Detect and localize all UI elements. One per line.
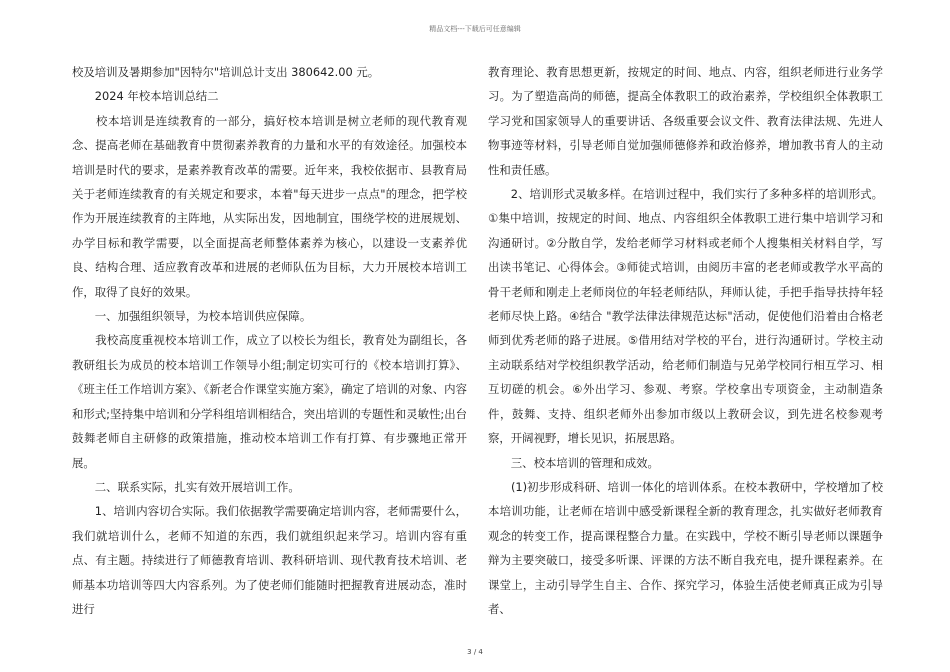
page-number: 3 / 4 [467, 648, 483, 656]
paragraph: 2、培训形式灵敏多样。在培训过程中，我们实行了多种多样的培训形式。①集中培训，按规定的时间、地点、内容组织全体教职工进行集中培训学习和沟通研讨。②分散自学，发给老师学习材料或老师个人搜集相关材料自学，写出读书笔记、心得体会。③师徒式培训，由阅历丰富的老老师或教学水平高的骨干老师和刚走上老师岗位的年轻老师结队，拜师认徒，手把手指导扶持年轻老师尽快上路。④结合 "教学法律法律规范达标"活动，促使他们沿着由合格老师到优秀老师的路子进展。⑤借用结对学校的平台，进行沟通研讨。学校主动主动联系结对学校组织教学活动，给老师们制造与兄弟学校同行相互学习、相互切磋的机会。⑥外出学习、参观、考察。学校拿出专项资金，主动制造条件，鼓舞、支持、组织老师外出参加市级以上教研会议，到先进名校参观考察，开阔视野，增长见识，拓展思路。 [488, 187, 883, 446]
page-header: 精品文档---下载后可任意编辑 [429, 25, 521, 33]
paragraph: 校本培训是连续教育的一部分，搞好校本培训是树立老师的现代教育观念、提高老师在基础教育中贯彻素养教育的力量和水平的有效途径。加强校本培训是时代的要求，是素养教育改革的需要。近年来，我校依据市、县教育局关于老师连续教育的有关规定和要求，本着"每天进步一点点"的理念，把学校作为开展连续教育的主阵地，从实际出发，因地制宜，围绕学校的进展规划、办学目标和教学需要，以全面提高老师整体素养为核心，以建设一支素养优良、结构合理、适应教育改革和进展的老师队伍为目标，大力开展校本培训工作，取得了良好的效果。 [72, 113, 467, 299]
left-column [72, 60, 467, 621]
section-heading: 三、校本培训的管理和成效。 [488, 455, 659, 470]
section-heading: 一、加强组织领导，为校本培训供应保障。 [72, 309, 312, 324]
right-column [488, 60, 883, 621]
paragraph: 校及培训及暑期参加"因特尔"培训总计支出 380642.00 元。 [72, 65, 380, 79]
section-title: 2024 年校本培训总结二 [72, 89, 219, 104]
paragraph: 我校高度重视校本培训工作，成立了以校长为组长，教育处为副组长，各教研组长为成员的校本培训工作领导小组;制定切实可行的《校本培训打算》、《班主任工作培训方案》、《新老合作课堂实施方案》，确定了培训的对象、内容和形式;坚持集中培训和分学科组培训相结合，突出培训的专题性和灵敏性;出台鼓舞老师自主研修的政策措施，推动校本培训工作有打算、有步骤地正常开展。 [72, 333, 467, 470]
paragraph: 教育理论、教育思想更新，按规定的时间、地点、内容，组织老师进行业务学习。为了塑造高尚的师德，提高全体教职工的政治素养，学校组织全体教职工学习党和国家领导人的重要讲话、各级重要会议文件、教育法律法规、先进人物事迹等材料，引导老师自觉加强师德修养和政治修养，增加教书育人的主动性和责任感。 [488, 65, 883, 177]
paragraph: 1、培训内容切合实际。我们依据教学需要确定培训内容，老师需要什么，我们就培训什么，老师不知道的东西，我们就组织起来学习。培训内容有重点、有主题。持续进行了师德教育培训、教科研培训、现代教育技术培训、老师基本功培训等四大内容系列。为了使老师们能随时把握教育进展动态，准时进行 [72, 504, 467, 616]
section-heading: 二、联系实际，扎实有效开展培训工作。 [72, 479, 300, 494]
paragraph: (1)初步形成科研、培训一体化的培训体系。在校本教研中，学校增加了校本培训功能，让老师在培训中感受新课程全新的教育理念，扎实做好老师教育观念的转变工作，提高课程整合力量。在实践中，学校不断引导老师以课题争辩为主要突破口，接受多听课、评课的方法不断自我充电，提升课程素养。在课堂上，主动引导学生自主、合作、探究学习，体验生活使老师真正成为引导者、 [488, 479, 883, 616]
